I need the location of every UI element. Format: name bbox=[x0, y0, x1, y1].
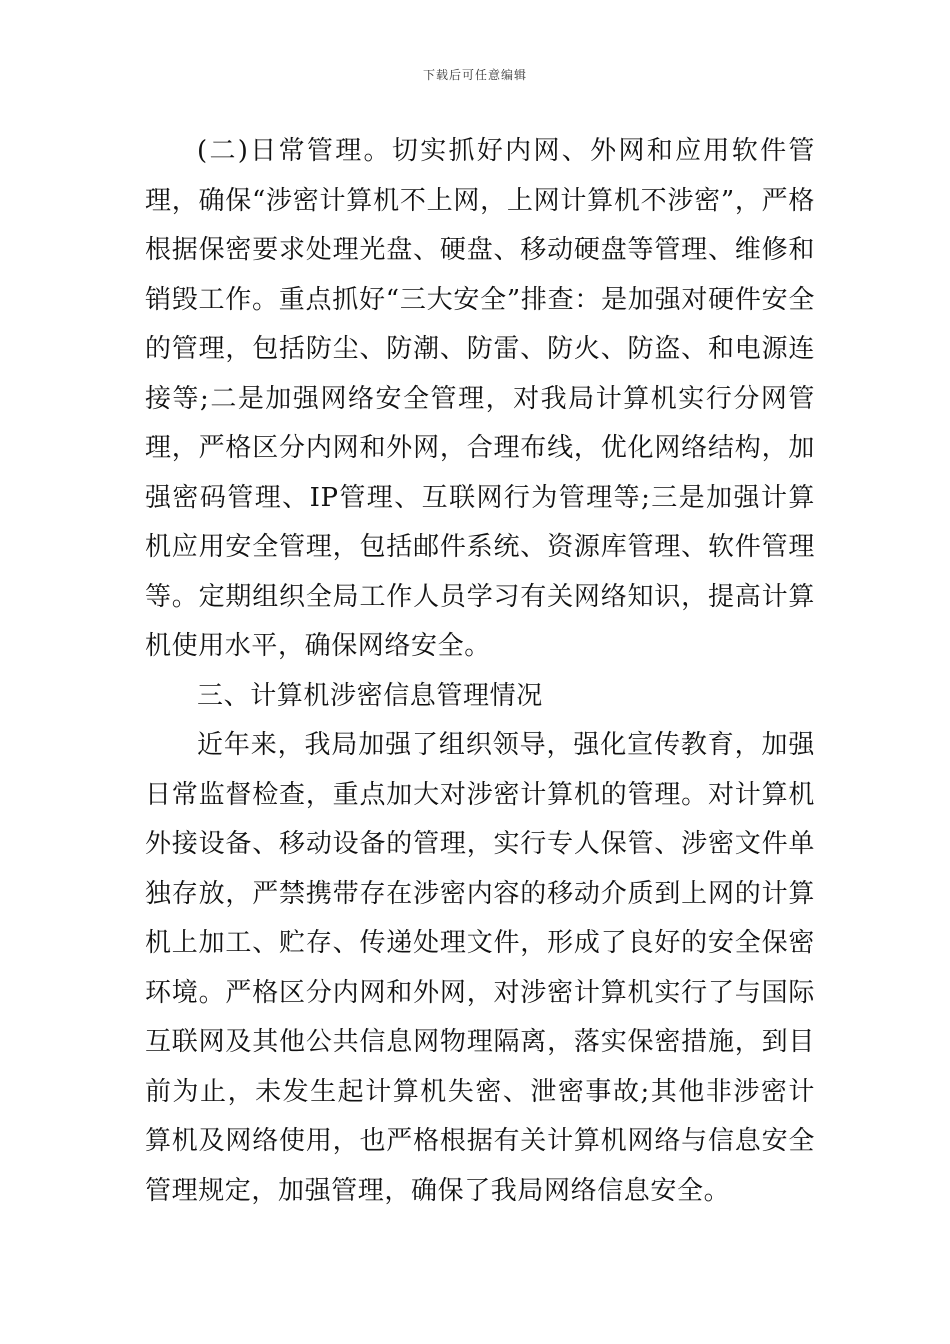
section-heading: 三、计算机涉密信息管理情况 bbox=[197, 680, 543, 711]
paragraph-classified-info-management: 近年来，我局加强了组织领导，强化宣传教育，加强日常监督检查，重点加大对涉密计算机的管理。对计算机外接设备、移动设备的管理，实行专人保管、涉密文件单独存放，严禁携带存在涉密内容的移动介质到上网的计算机上加工、贮存、传递处理文件，形成了良好的安全保密环境。严格区分内网和外网，对涉密计算机实行了与国际互联网及其他公共信息网物理隔离，落实保密措施，到目前为止，未发生起计算机失密、泄密事故;其他非涉密计算机及网络使用，也严格根据有关计算机网络与信息安全管理规定，加强管理，确保了我局网络信息安全。 bbox=[145, 730, 815, 1206]
document-body bbox=[145, 127, 815, 1216]
header-note: 下载后可任意编辑 bbox=[422, 68, 527, 82]
paragraph-daily-management: (二)日常管理。切实抓好内网、外网和应用软件管理，确保“涉密计算机不上网，上网计算机不涉密”，严格根据保密要求处理光盘、硬盘、移动硬盘等管理、维修和销毁工作。重点抓好“三大安全”排查：是加强对硬件安全的管理，包括防尘、防潮、防雷、防火、防盗、和电源连接等;二是加强网络安全管理，对我局计算机实行分网管理，严格区分内网和外网，合理布线，优化网络结构，加强密码管理、IP管理、互联网行为管理等;三是加强计算机应用安全管理，包括邮件系统、资源库管理、软件管理等。定期组织全局工作人员学习有关网络知识，提高计算机使用水平，确保网络安全。 bbox=[145, 136, 815, 661]
